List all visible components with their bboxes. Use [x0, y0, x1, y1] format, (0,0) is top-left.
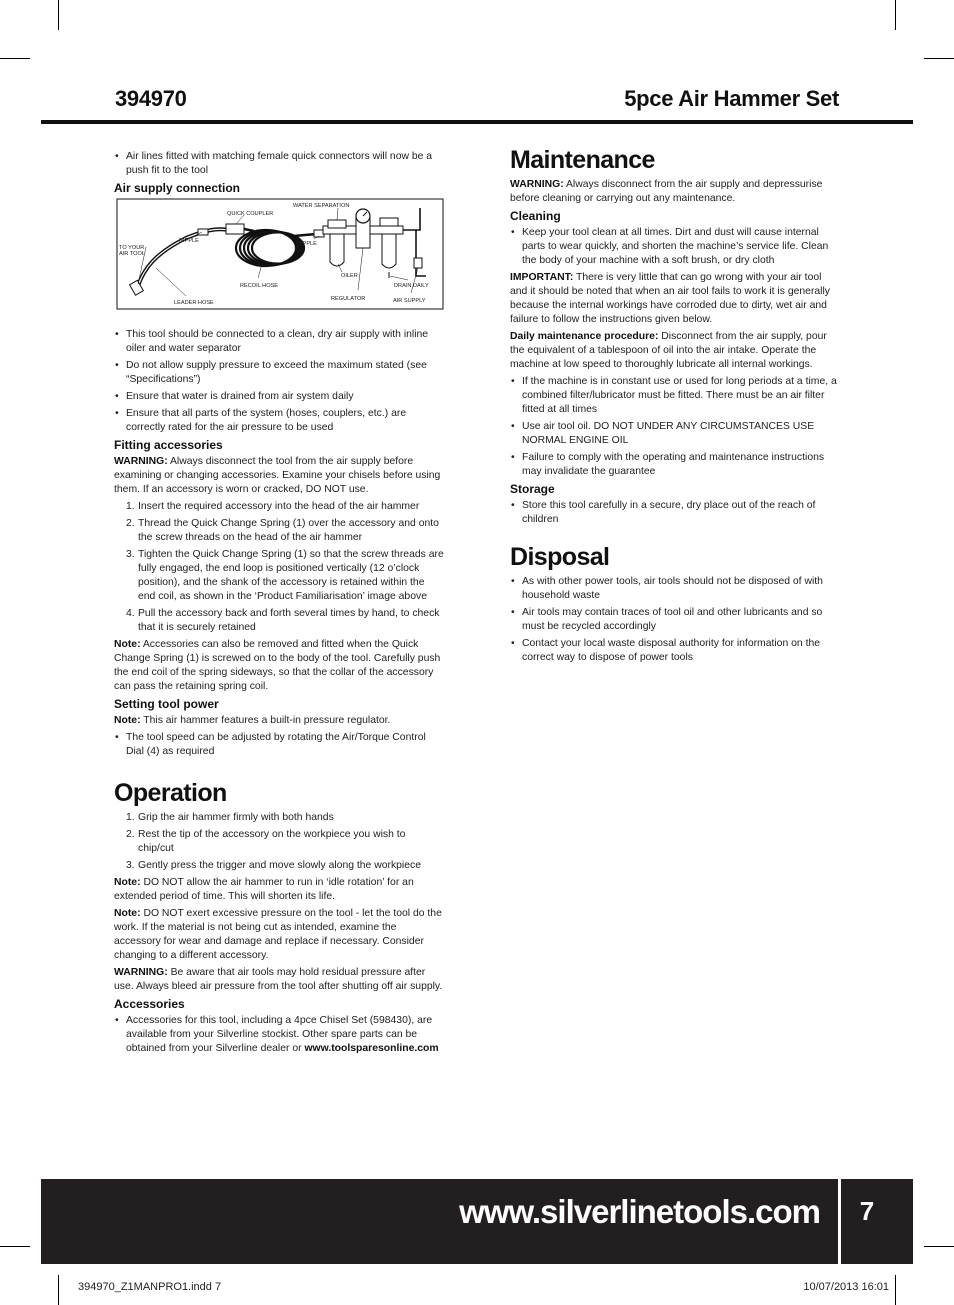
daily-list: [510, 375, 840, 479]
fitting-note: [114, 638, 444, 694]
crop-mark: [895, 0, 896, 30]
list-item: • If the machine is in constant use or used for long periods at a time, a combined filter/lubricator must be fitted. There must be an air filter fitted at all times: [510, 375, 840, 417]
list-item: • As with other power tools, air tools should not be disposed of with household waste: [510, 575, 840, 603]
diagram-label-leader-hose: LEADER HOSE: [174, 300, 214, 306]
step-item: [114, 811, 444, 825]
note-label: Note:: [114, 877, 141, 888]
accessories-heading: Accessories: [114, 997, 185, 1011]
step-text: Gently press the trigger and move slowly along the workpiece: [138, 860, 421, 871]
step-number: 2.: [126, 518, 135, 529]
operation-warning: [114, 966, 444, 994]
recoil-hose-end: [294, 234, 316, 236]
step-number: 1.: [126, 812, 135, 823]
step-text: Rest the tip of the accessory on the workpiece you wish to chip/cut: [138, 829, 406, 854]
diagram-label-water-separation: WATER SEPARATION: [293, 203, 350, 209]
water-separator-bowl: [330, 234, 344, 266]
callout-line: [411, 268, 418, 293]
storage-heading: Storage: [510, 482, 555, 496]
intro-list: [114, 150, 444, 178]
header-rule: [41, 120, 913, 124]
crop-mark: [924, 1246, 954, 1247]
oiler-bowl: [382, 234, 396, 268]
daily-text: Disconnect from the air supply, pour the equivalent of a tablespoon of oil into the air intake. Operate the machine at low speed to thoroughly lubricate all internal workings.: [510, 331, 827, 370]
accessories-text: Accessories for this tool, including a 4pce Chisel Set (598430), are available from your Silverline stockist. Other spare parts can be obtained from your Silverline dealer or: [126, 1015, 433, 1054]
cleaning-list: [510, 226, 840, 268]
oiler-cap: [380, 218, 398, 226]
list-item: • Do not allow supply pressure to exceed the maximum stated (see “Specifications”): [114, 359, 444, 387]
power-list: [114, 731, 444, 759]
list-item: • Ensure that all parts of the system (hoses, couplers, etc.) are correctly rated for the air pressure to be used: [114, 407, 444, 435]
warning-label: WARNING:: [114, 456, 168, 467]
page-number: 7: [859, 1196, 875, 1226]
water-separator-cap: [328, 220, 346, 228]
step-item: [114, 828, 444, 856]
list-item: • Keep your tool clean at all times. Dirt and dust will cause internal parts to wear quickly, and shorten the machine’s service life. Clean the body of your machine with a soft brush, or dry cloth: [510, 226, 840, 268]
callout-line: [337, 208, 338, 220]
diagram-label-to-your: TO YOUR: [119, 245, 145, 251]
step-text: Grip the air hammer firmly with both hands: [138, 812, 334, 823]
list-item: • This tool should be connected to a clean, dry air supply with inline oiler and water separator: [114, 328, 444, 356]
file-slug: 394970_Z1MANPRO1.indd 7: [78, 1281, 222, 1293]
list-item: • The tool speed can be adjusted by rotating the Air/Torque Control Dial (4) as required: [114, 731, 444, 759]
crop-mark: [58, 1275, 59, 1305]
website-link[interactable]: www.silverlinetools.com: [459, 1193, 820, 1230]
operation-steps: [114, 811, 444, 873]
diagram-label-nipple-right: NIPPLE: [297, 241, 317, 247]
note-text: Accessories can also be removed and fitted when the Quick Change Spring (1) is screwed on to the body of the tool. Carefully push the end coil of the spring sideways, so that the collar of the accessory can pass the retaining spring coil.: [114, 639, 441, 692]
diagram-label-quick-coupler: QUICK COUPLER: [227, 211, 274, 217]
step-text: Thread the Quick Change Spring (1) over the accessory and onto the screw threads on the head of the air hammer: [138, 518, 439, 543]
operation-note-2: [114, 907, 444, 963]
warning-text: Be aware that air tools may hold residual pressure after use. Always bleed air pressure from the tool after shutting off air supply.: [114, 967, 443, 992]
operation-heading: Operation: [114, 779, 227, 807]
maintenance-warning: [510, 178, 840, 206]
power-note: [114, 714, 444, 728]
important-label: IMPORTANT:: [510, 272, 574, 283]
diagram-label-air-tool: AIR TOOL: [119, 251, 145, 257]
important-text: There is very little that can go wrong with your air tool and it should be noted that when an air tool fails to work it is generally because the internal workings have corroded due to dirty, wet air and failure to follow the instructions given below.: [510, 272, 830, 325]
warning-text: Always disconnect the tool from the air supply before examining or changing accessories. Examine your chisels before using them. If an accessory is worn or cracked, DO NOT use.: [114, 456, 441, 495]
note-label: Note:: [114, 715, 141, 726]
step-item: [114, 548, 444, 604]
cleaning-heading: Cleaning: [510, 209, 561, 223]
fitting-warning: [114, 455, 444, 497]
crop-mark: [924, 58, 954, 59]
note-text: DO NOT allow the air hammer to run in ‘idle rotation’ for an extended period of time. This will shorten its life.: [114, 877, 414, 902]
storage-list: [510, 499, 840, 527]
air-supply-diagram: [116, 198, 444, 310]
recoil-hose-end: [244, 229, 254, 231]
diagram-label-air-supply: AIR SUPPLY: [393, 298, 426, 304]
disposal-list: [510, 575, 840, 665]
daily-paragraph: [510, 330, 840, 372]
list-item: [114, 1014, 444, 1056]
accessories-list: [114, 1014, 444, 1056]
warning-label: WARNING:: [510, 179, 564, 190]
note-label: Note:: [114, 908, 141, 919]
diagram-label-nipple-left: NIPPLE: [179, 238, 199, 244]
step-item: [114, 859, 444, 873]
supply-valve: [414, 258, 422, 268]
right-column: [510, 146, 840, 668]
list-item: • Ensure that water is drained from air system daily: [114, 390, 444, 404]
daily-label: Daily maintenance procedure:: [510, 331, 659, 342]
step-item: [114, 517, 444, 545]
spares-link[interactable]: www.toolsparesonline.com: [304, 1043, 439, 1054]
diagram-label-oiler: OILER: [341, 273, 358, 279]
crop-mark: [0, 58, 30, 59]
step-number: 3.: [126, 860, 135, 871]
important-paragraph: [510, 271, 840, 327]
step-item: [114, 607, 444, 635]
note-label: Note:: [114, 639, 141, 650]
nipple-left: [198, 229, 208, 235]
step-number: 3.: [126, 549, 135, 560]
diagram-label-recoil-hose: RECOIL HOSE: [240, 283, 279, 289]
operation-note-1: [114, 876, 444, 904]
supply-list: [114, 328, 444, 435]
disposal-heading: Disposal: [510, 543, 610, 571]
product-code: 394970: [115, 86, 187, 111]
diagram-label-drain-daily: DRAIN DAILY: [394, 283, 429, 289]
fitting-heading: Fitting accessories: [114, 438, 223, 452]
note-text: This air hammer features a built-in pressure regulator.: [140, 715, 391, 726]
list-item: • Air lines fitted with matching female quick connectors will now be a push fit to the tool: [114, 150, 444, 178]
step-text: Tighten the Quick Change Spring (1) so that the screw threads are fully engaged, the end loop is positioned vertically (12 o’clock position), and the shank of the accessory is retained within the end coil, as shown in the ‘Product Familiarisation’ image above: [138, 549, 444, 602]
crop-mark: [895, 1275, 896, 1305]
note-text: DO NOT exert excessive pressure on the tool - let the tool do the work. If the material is not being cut as intended, examine the accessory for wear and damage and replace if necessary. Consider changing to a different accessory.: [114, 908, 442, 961]
air-supply-heading: Air supply connection: [114, 181, 241, 195]
warning-text: Always disconnect from the air supply and depressurise before cleaning or carrying out any maintenance.: [510, 179, 823, 204]
crop-mark: [58, 0, 59, 30]
list-item: • Failure to comply with the operating and maintenance instructions may invalidate the guarantee: [510, 451, 840, 479]
list-item: • Contact your local waste disposal authority for information on the correct way to dispose of power tools: [510, 637, 840, 665]
page-title: 5pce Air Hammer Set: [624, 86, 839, 111]
list-item: • Use air tool oil. DO NOT UNDER ANY CIRCUMSTANCES USE NORMAL ENGINE OIL: [510, 420, 840, 448]
step-number: 1.: [126, 501, 135, 512]
left-column: [114, 150, 444, 1059]
step-text: Pull the accessory back and forth several times by hand, to check that it is securely retained: [138, 608, 440, 633]
timestamp-slug: 10/07/2013 16:01: [803, 1281, 889, 1293]
step-text: Insert the required accessory into the head of the air hammer: [138, 501, 420, 512]
list-item: • Air tools may contain traces of tool oil and other lubricants and so must be recycled accordingly: [510, 606, 840, 634]
diagram-label-regulator: REGULATOR: [331, 296, 366, 302]
list-item: • Store this tool carefully in a secure, dry place out of the reach of children: [510, 499, 840, 527]
step-number: 4.: [126, 608, 135, 619]
step-number: 2.: [126, 829, 135, 840]
callout-line: [390, 276, 408, 280]
step-item: [114, 500, 444, 514]
callout-line: [156, 268, 186, 296]
maintenance-heading: Maintenance: [510, 146, 655, 174]
warning-label: WARNING:: [114, 967, 168, 978]
crop-mark: [0, 1246, 30, 1247]
quick-coupler: [226, 224, 244, 234]
fitting-steps: [114, 500, 444, 635]
callout-line: [358, 248, 363, 290]
power-heading: Setting tool power: [114, 697, 219, 711]
